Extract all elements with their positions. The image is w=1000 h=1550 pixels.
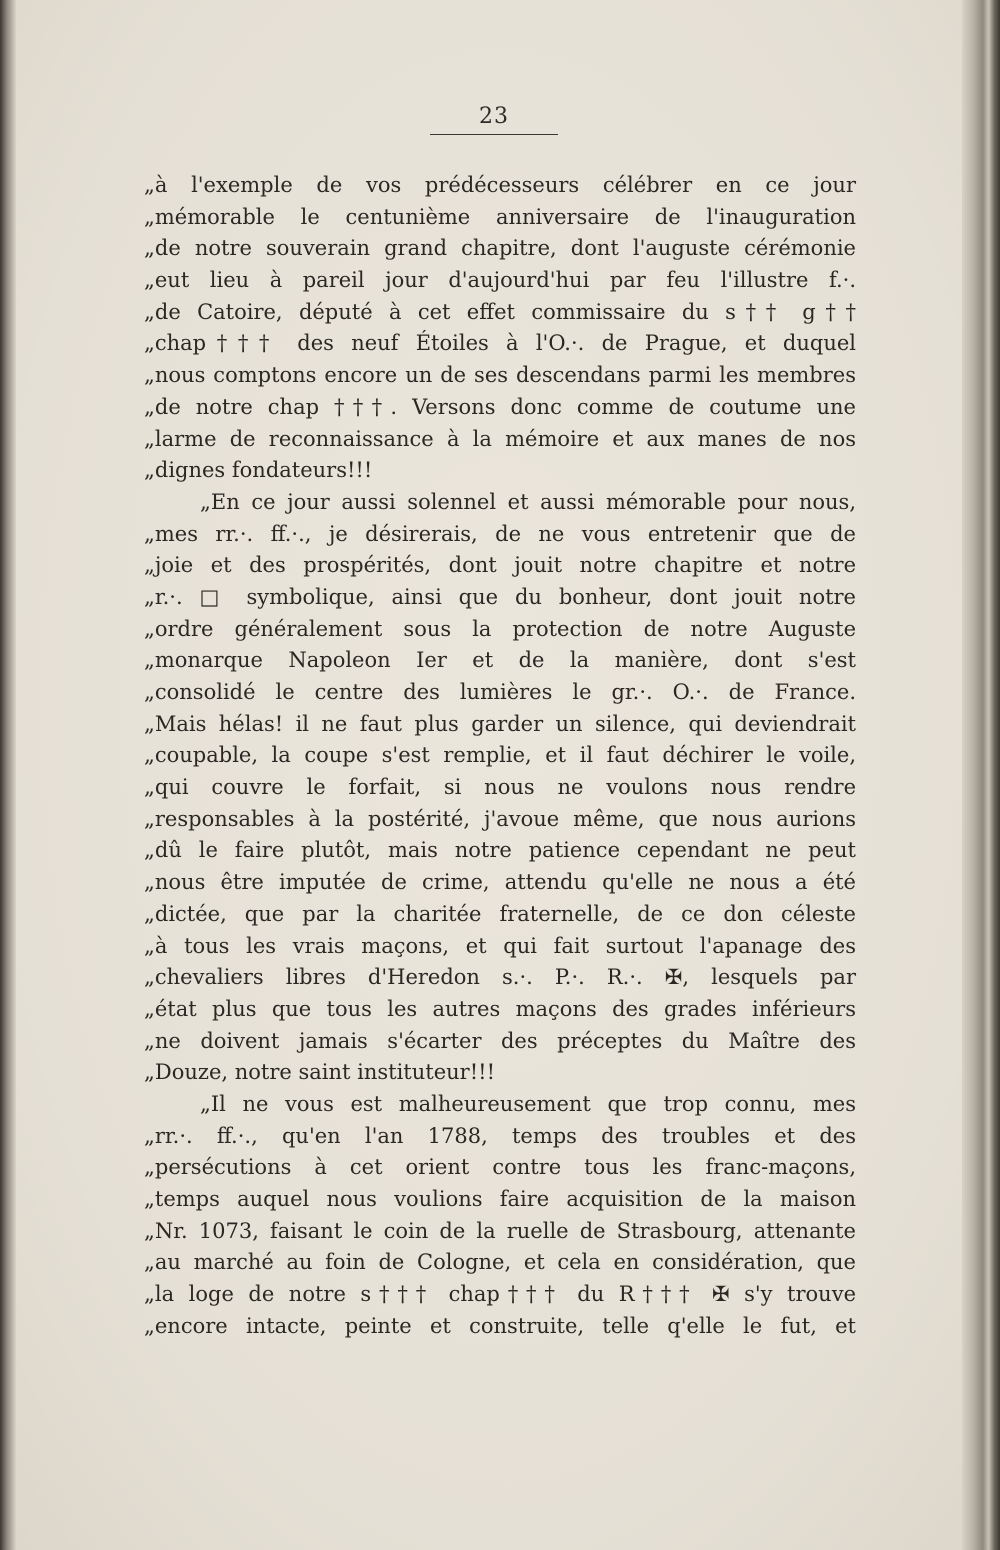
text-line: „chevaliers libres d'Heredon s.·. P.·. R.·. ✠, lesquels par [144,965,856,990]
text-line: „de notre chap †††. Versons donc comme de coutume une [144,394,856,419]
text-line: „temps auquel nous voulions faire acquisition de la maison [144,1187,856,1211]
text-line: „joie et des prospérités, dont jouit notre chapitre et notre [144,553,856,578]
text-line: „de notre souverain grand chapitre, dont l'auguste cérémonie [144,236,856,261]
text-line: „Mais hélas! il ne faut plus garder un silence, qui deviendrait [144,711,856,736]
text-line: „r.·. □ symbolique, ainsi que du bonheur, dont jouit notre [144,584,856,609]
page-gutter [0,0,16,1550]
text-line: „à tous les vrais maçons, et qui fait surtout l'apanage des [144,933,856,958]
text-line: „état plus que tous les autres maçons des grades inférieurs [144,996,856,1021]
text-line: „monarque Napoleon Ier et de la manière, dont s'est [144,648,856,673]
text-line: „dû le faire plutôt, mais notre patience cependant ne peut [144,838,856,863]
book-edge [962,0,1000,1550]
text-line: „consolidé le centre des lumières le gr.·. O.·. de France. [144,680,856,704]
text-line: „dictée, que par la charitée fraternelle, de ce don céleste [144,901,856,926]
text-line: „rr.·. ff.·., qu'en l'an 1788, temps des troubles et des [144,1123,856,1148]
text-line: „responsables à la postérité, j'avoue même, que nous aurions [144,806,856,831]
text-line: „Nr. 1073, faisant le coin de la ruelle de Strasbourg, attenante [144,1218,856,1243]
text-line: „au marché au foin de Cologne, et cela en considération, que [144,1250,856,1275]
text-line: „qui couvre le forfait, si nous ne voulons nous rendre [144,775,856,800]
text-line: „Il ne vous est malheureusement que trop connu, mes [200,1091,856,1116]
text-line: „mémorable le centunième anniversaire de l'inauguration [144,204,856,229]
text-line: „de Catoire, député à cet effet commissaire du s†† g†† [144,299,856,324]
text-line: „ordre généralement sous la protection de notre Auguste [144,616,856,641]
text-line: „ne doivent jamais s'écarter des préceptes du Maître des [144,1028,856,1053]
text-line: „Douze, notre saint instituteur!!! [144,1060,496,1085]
text-line: „chap††† des neuf Étoiles à l'O.·. de Prague, et duquel [144,331,856,356]
body-text [144,170,856,1342]
text-line: „la loge de notre s††† chap††† du R††† ✠ s'y trouve [144,1282,856,1307]
text-line: „nous comptons encore un de ses descendans parmi les membres [144,363,856,388]
text-line: „eut lieu à pareil jour d'aujourd'hui par feu l'illustre f.·. [144,268,856,293]
text-line: „En ce jour aussi solennel et aussi mémorable pour nous, [200,489,856,514]
text-line: „larme de reconnaissance à la mémoire et aux manes de nos [144,426,856,451]
page-number: 23 [479,104,509,129]
text-line: „coupable, la coupe s'est remplie, et il faut déchirer le voile, [144,743,856,768]
text-line: „dignes fondateurs!!! [144,458,373,483]
text-line: „nous être imputée de crime, attendu qu'elle ne nous a été [144,870,856,895]
text-line: „à l'exemple de vos prédécesseurs célébrer en ce jour [144,173,856,197]
header-rule [430,134,558,135]
text-line: „mes rr.·. ff.·., je désirerais, de ne vous entretenir que de [144,521,856,546]
text-line: „encore intacte, peinte et construite, telle q'elle le fut, et [144,1313,856,1338]
text-line: „persécutions à cet orient contre tous les franc-maçons, [144,1155,856,1180]
